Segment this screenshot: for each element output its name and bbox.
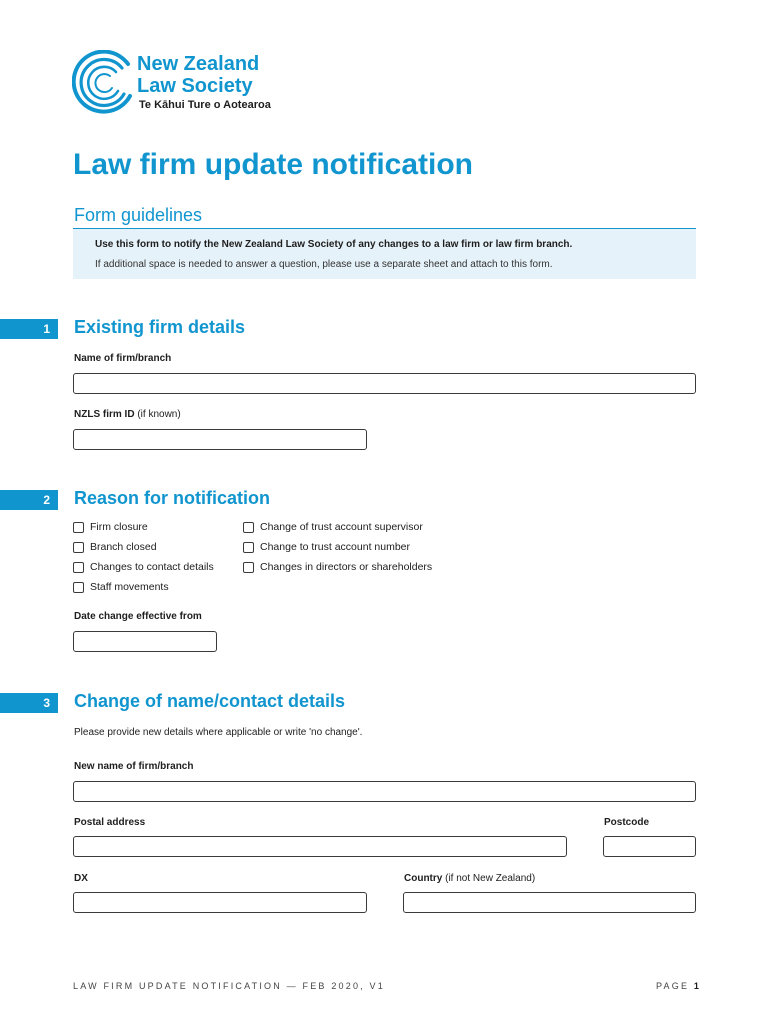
option-label: Changes in directors or shareholders <box>260 561 433 573</box>
guidelines-line2: If additional space is needed to answer a question, please use a separate sheet and attach to this form. <box>95 259 553 270</box>
postcode-field[interactable] <box>603 836 696 857</box>
firm-id-hint: (if known) <box>137 409 181 420</box>
new-name-field[interactable] <box>73 781 696 802</box>
checkbox[interactable] <box>243 542 254 553</box>
country-hint: (if not New Zealand) <box>445 873 536 884</box>
guidelines-line1: Use this form to notify the New Zealand Law Society of any changes to a law firm or law firm branch. <box>95 239 573 250</box>
country-label-text: Country <box>404 873 443 884</box>
document-title: Law firm update notification <box>73 148 474 181</box>
guidelines-box <box>73 228 696 279</box>
firm-name-label: Name of firm/branch <box>74 353 172 364</box>
country-label <box>404 873 535 884</box>
nzls-swirl-logo-icon <box>72 50 136 114</box>
checkbox[interactable] <box>243 522 254 533</box>
section-2-number: 2 <box>0 490 58 510</box>
dx-label: DX <box>74 873 88 884</box>
footer-page-number: 1 <box>693 981 699 991</box>
section-3-title: Change of name/contact details <box>74 691 346 711</box>
postcode-label: Postcode <box>604 817 650 828</box>
section-2-title: Reason for notification <box>74 488 271 508</box>
option-label: Change of trust account supervisor <box>260 521 423 533</box>
option-label: Staff movements <box>90 581 169 593</box>
guidelines-heading: Form guidelines <box>74 205 203 225</box>
brand-name-line2: Law Society <box>137 75 253 97</box>
firm-id-label <box>74 409 181 420</box>
option-trust-supervisor[interactable] <box>243 521 423 533</box>
brand-name-line1: New Zealand <box>137 53 260 75</box>
option-label: Change to trust account number <box>260 541 411 553</box>
checkbox[interactable] <box>73 582 84 593</box>
section-1-number: 1 <box>0 319 58 339</box>
checkbox[interactable] <box>243 562 254 573</box>
footer-document-id: LAW FIRM UPDATE NOTIFICATION — FEB 2020, V1 <box>73 981 385 991</box>
footer-page-label: PAGE <box>656 981 690 991</box>
checkbox[interactable] <box>73 522 84 533</box>
dx-field[interactable] <box>73 892 367 913</box>
checkbox[interactable] <box>73 562 84 573</box>
section-3-intro: Please provide new details where applicable or write 'no change'. <box>74 727 363 738</box>
postal-address-field[interactable] <box>73 836 567 857</box>
option-label: Firm closure <box>90 521 148 533</box>
brand-maori-name: Te Kāhui Ture o Aotearoa <box>139 99 271 111</box>
option-label: Changes to contact details <box>90 561 214 573</box>
section-1-title: Existing firm details <box>74 317 246 337</box>
option-label: Branch closed <box>90 541 157 553</box>
date-effective-label: Date change effective from <box>74 611 202 622</box>
option-contact-details[interactable] <box>73 561 214 573</box>
postal-address-label: Postal address <box>74 817 146 828</box>
country-field[interactable] <box>403 892 696 913</box>
option-staff-movements[interactable] <box>73 581 169 593</box>
option-firm-closure[interactable] <box>73 521 148 533</box>
section-3-number: 3 <box>0 693 58 713</box>
date-effective-field[interactable] <box>73 631 217 652</box>
footer-page <box>656 981 699 991</box>
firm-id-field[interactable] <box>73 429 367 450</box>
option-branch-closed[interactable] <box>73 541 157 553</box>
new-name-label: New name of firm/branch <box>74 761 194 772</box>
option-directors-shareholders[interactable] <box>243 561 432 573</box>
option-trust-number[interactable] <box>243 541 410 553</box>
firm-name-field[interactable] <box>73 373 696 394</box>
checkbox[interactable] <box>73 542 84 553</box>
firm-id-label-text: NZLS firm ID <box>74 409 135 420</box>
